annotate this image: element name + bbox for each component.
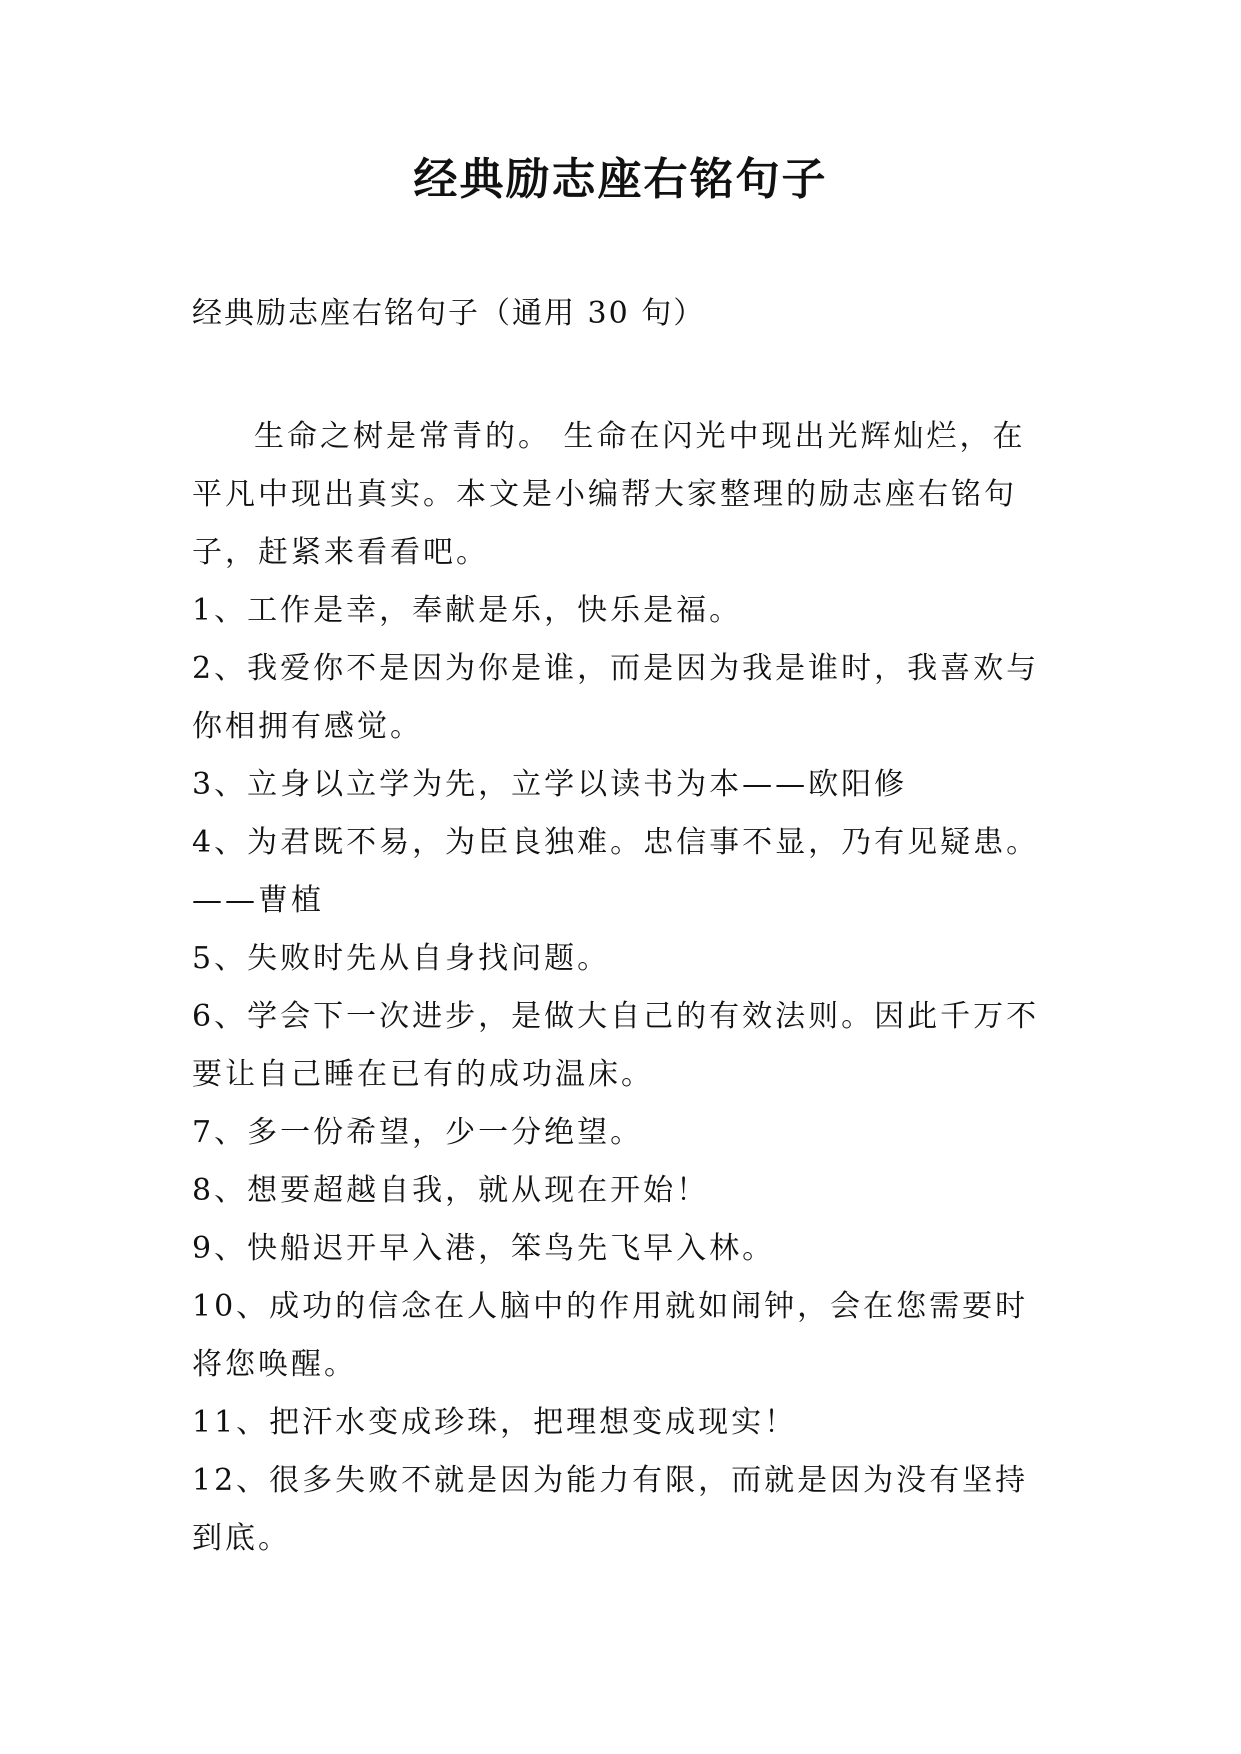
document-subtitle: 经典励志座右铭句子（通用 30 句）: [192, 296, 706, 331]
quote-item: 4、为君既不易，为臣良独难。忠信事不显，乃有见疑患。——曹植: [192, 825, 1040, 918]
quote-item: 11、把汗水变成珍珠，把理想变成现实！: [192, 1405, 798, 1440]
quote-item: 8、想要超越自我，就从现在开始！: [192, 1173, 710, 1208]
quote-item: 9、快船迟开早入港，笨鸟先飞早入林。: [192, 1231, 776, 1266]
document-body: [192, 408, 1052, 1568]
quote-item: 2、我爱你不是因为你是谁，而是因为我是谁时，我喜欢与你相拥有感觉。: [192, 651, 1040, 744]
quote-item: 10、成功的信念在人脑中的作用就如闹钟，会在您需要时将您唤醒。: [192, 1289, 1029, 1382]
quote-item: 7、多一份希望，少一分绝望。: [192, 1115, 644, 1150]
quote-item: 3、立身以立学为先，立学以读书为本——欧阳修: [192, 767, 908, 802]
quote-item: 6、学会下一次进步，是做大自己的有效法则。因此千万不要让自己睡在已有的成功温床。: [192, 999, 1040, 1092]
intro-paragraph: 生命之树是常青的。 生命在闪光中现出光辉灿烂，在平凡中现出真实。本文是小编帮大家整理的励志座右铭句子，赶紧来看看吧。: [192, 419, 1026, 570]
document-title: 经典励志座右铭句子: [413, 154, 828, 205]
quote-item: 1、工作是幸，奉献是乐，快乐是福。: [192, 593, 743, 628]
quote-item: 5、失败时先从自身找问题。: [192, 941, 611, 976]
quote-item: 12、很多失败不就是因为能力有限，而就是因为没有坚持到底。: [192, 1463, 1029, 1556]
